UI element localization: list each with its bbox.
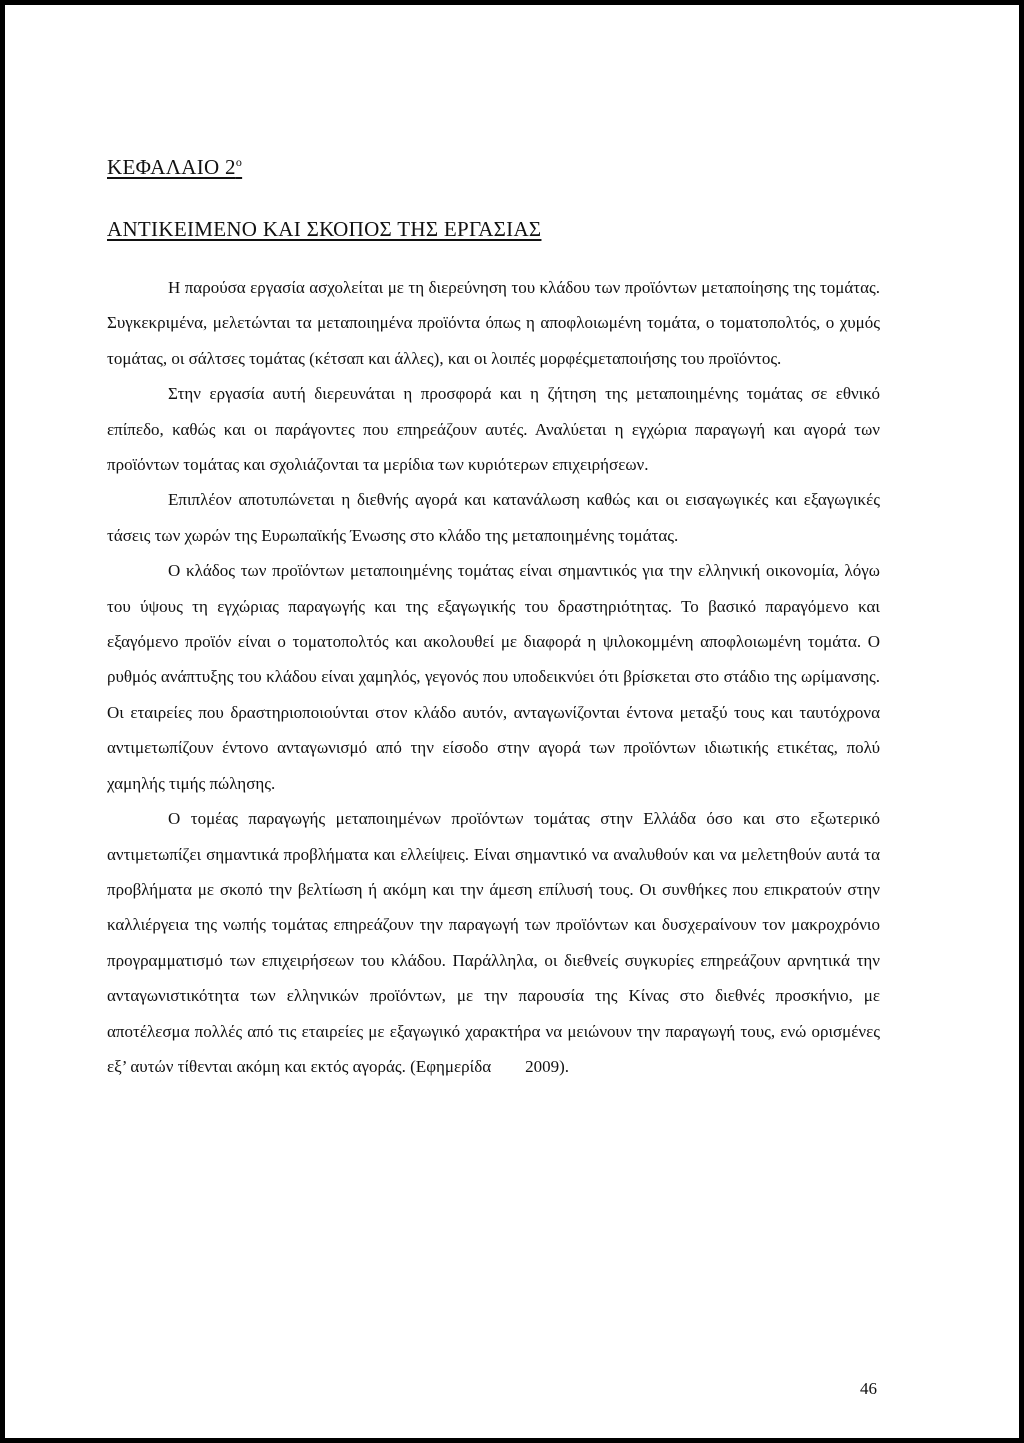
paragraph-4: Ο κλάδος των προϊόντων μεταποιημένης τομάτας είναι σημαντικός για την ελληνική οικονομία, λόγω του ύψους τη εγχώριας παραγωγής και της εξαγωγικής του δραστηριότητας. Το βασικό παραγόμενο και εξαγόμενο προϊόν είναι ο τοματοπολτός και ακολουθεί με διαφορά η ψιλοκομμένη αποφλοιωμένη τομάτα. Ο ρυθμός ανάπτυξης του κλάδου είναι χαμηλός, γεγονός που υποδεικνύει ότι βρίσκεται στο στάδιο της ωρίμανσης. Οι εταιρείες που δραστηριοποιούνται στον κλάδο αυτόν, ανταγωνίζονται έντονα μεταξύ τους και ταυτόχρονα αντιμετωπίζουν έντονο ανταγωνισμό από την είσοδο στην αγορά των προϊόντων ιδιωτικής ετικέτας, πολύ χαμηλής τιμής πώλησης. [107, 561, 880, 793]
chapter-heading-text: ΚΕΦΑΛΑΙΟ 2 [107, 155, 236, 179]
paragraph-5: Ο τομέας παραγωγής μεταποιημένων προϊόντων τομάτας στην Ελλάδα όσο και στο εξωτερικό αντιμετωπίζει σημαντικά προβλήματα και ελλείψεις. Είναι σημαντικό να αναλυθούν και να μελετηθούν αυτά τα προβλήματα με σκοπό την βελτίωση ή ακόμη και την άμεση επίλυσή τους. Οι συνθήκες που επικρατούν στην καλλιέργεια της νωπής τομάτας επηρεάζουν την παραγωγή των προϊόντων και δυσχεραίνουν τον μακροχρόνιο προγραμματισμό των επιχειρήσεων του κλάδου. Παράλληλα, οι διεθνείς συγκυρίες επηρεάζουν αρνητικά την ανταγωνιστικότητα των ελληνικών προϊόντων, με την παρουσία της Κίνας στο διεθνές προσκήνιο, με αποτέλεσμα πολλές από τις εταιρείες με εξαγωγικό χαρακτήρα να μειώνουν την παραγωγή τους, ενώ ορισμένες εξ’ αυτών τίθενται ακόμη και εκτός αγοράς. (Εφημερίδα 2009). [107, 809, 885, 1076]
paragraph-2: Στην εργασία αυτή διερευνάται η προσφορά και η ζήτηση της μεταποιημένης τομάτας σε εθνικό επίπεδο, καθώς και οι παράγοντες που επηρεάζουν αυτές. Αναλύεται η εγχώρια παραγωγή και αγορά των προϊόντων τομάτας και σχολιάζονται τα μερίδια των κυριότερων επιχειρήσεων. [107, 384, 880, 475]
paragraph-3: Επιπλέον αποτυπώνεται η διεθνής αγορά και κατανάλωση καθώς και οι εισαγωγικές και εξαγωγικές τάσεις των χωρών της Ευρωπαϊκής Ένωσης στο κλάδο της μεταποιημένης τομάτας. [107, 490, 880, 545]
document-page [5, 5, 1019, 1438]
chapter-heading [107, 155, 242, 180]
page-number: 46 [860, 1379, 877, 1398]
chapter-superscript: ο [235, 155, 243, 169]
body-text [107, 270, 885, 1084]
paragraph-1: Η παρούσα εργασία ασχολείται με τη διερεύνηση του κλάδου των προϊόντων μεταποίησης της τομάτας. Συγκεκριμένα, μελετώνται τα μεταποιημένα προϊόντα όπως η αποφλοιωμένη τομάτα, ο τοματοπολτός, ο χυμός τομάτας, οι σάλτσες τομάτας (κέτσαπ και άλλες), και οι λοιπές μορφέςμεταποιήσης του προϊόντος. [107, 278, 880, 368]
section-heading: ΑΝΤΙΚΕΙΜΕΝΟ ΚΑΙ ΣΚΟΠΟΣ ΤΗΣ ΕΡΓΑΣΙΑΣ [107, 217, 542, 241]
